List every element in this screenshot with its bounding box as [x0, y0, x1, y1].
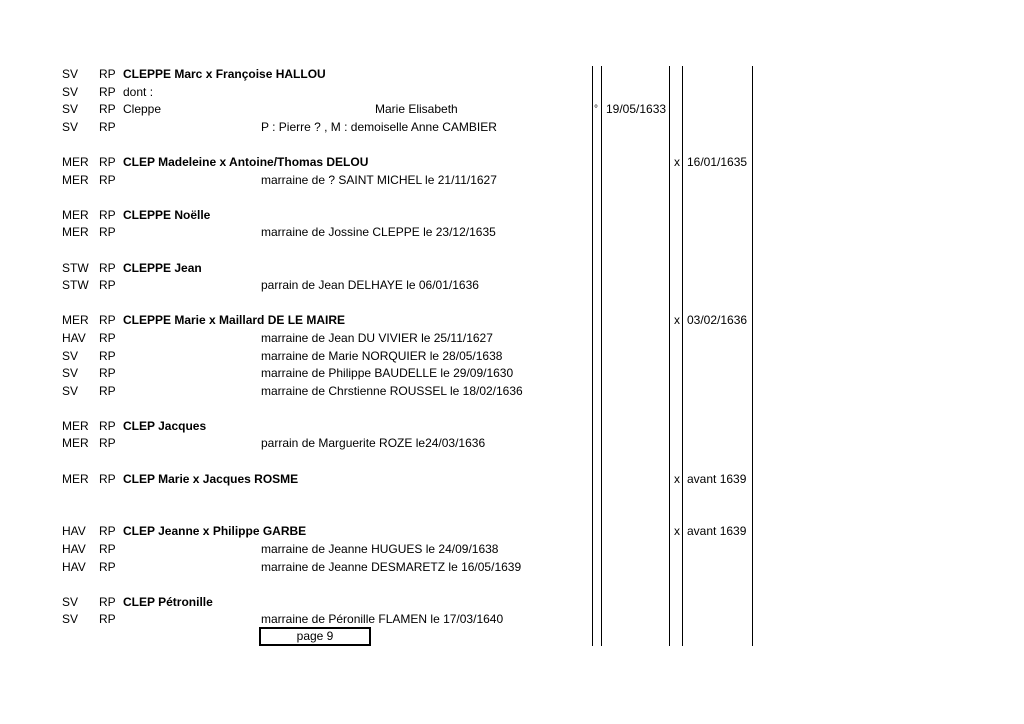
place-code: SV — [62, 612, 79, 627]
place-code: HAV — [62, 559, 86, 574]
record-detail: P : Pierre ? , M : demoiselle Anne CAMBIER — [261, 119, 497, 134]
place-code: MER — [62, 172, 89, 187]
record-type: RP — [99, 383, 116, 398]
marriage-date: avant 1639 — [687, 471, 747, 486]
record-type: RP — [99, 612, 116, 627]
record-type: RP — [99, 84, 116, 99]
person-name: CLEPPE Jean — [123, 260, 202, 275]
record-type: RP — [99, 313, 116, 328]
record-type: RP — [99, 418, 116, 433]
record-row — [0, 84, 1024, 102]
record-type: RP — [99, 172, 116, 187]
marriage-date: 03/02/1636 — [687, 313, 748, 328]
record-detail: marraine de Philippe BAUDELLE le 29/09/1630 — [261, 366, 514, 381]
person-name: dont : — [123, 84, 154, 99]
place-code: SV — [62, 119, 79, 134]
place-code: MER — [62, 154, 89, 169]
person-name: CLEP Jacques — [123, 418, 207, 433]
marriage-date: 16/01/1635 — [687, 154, 748, 169]
record-row — [0, 348, 1024, 366]
page-number-box — [259, 627, 371, 646]
record-type: RP — [99, 348, 116, 363]
record-type: RP — [99, 207, 116, 222]
record-detail: marraine de Chrstienne ROUSSEL le 18/02/1636 — [261, 383, 523, 398]
place-code: MER — [62, 471, 89, 486]
record-detail: marraine de Jossine CLEPPE le 23/12/1635 — [261, 225, 496, 240]
record-detail: marraine de Marie NORQUIER le 28/05/1638 — [261, 348, 503, 363]
place-code: SV — [62, 67, 79, 81]
record-row — [0, 260, 1024, 278]
person-name: CLEP Marie x Jacques ROSME — [123, 471, 299, 486]
record-row — [0, 172, 1024, 190]
record-row — [0, 435, 1024, 453]
record-detail: parrain de Jean DELHAYE le 06/01/1636 — [261, 278, 479, 293]
page-number: page 9 — [296, 629, 334, 643]
record-type: RP — [99, 542, 116, 557]
person-name: CLEPPE Noëlle — [123, 207, 211, 222]
blank-row — [0, 488, 1024, 506]
record-row — [0, 154, 1024, 172]
record-type: RP — [99, 260, 116, 275]
record-row — [0, 471, 1024, 489]
record-type: RP — [99, 594, 116, 609]
record-type: RP — [99, 366, 116, 381]
place-code: STW — [62, 278, 89, 293]
blank-row — [0, 136, 1024, 154]
blank-row — [0, 400, 1024, 418]
place-code: SV — [62, 102, 79, 117]
place-code: STW — [62, 260, 89, 275]
record-row — [0, 66, 1024, 84]
place-code: SV — [62, 348, 79, 363]
place-code: SV — [62, 594, 79, 609]
marriage-date: avant 1639 — [687, 524, 747, 539]
marriage-symbol: x — [674, 471, 680, 486]
record-row — [0, 418, 1024, 436]
place-code: HAV — [62, 542, 86, 557]
record-row — [0, 330, 1024, 348]
birth-symbol: ° — [594, 104, 598, 116]
blank-row — [0, 295, 1024, 313]
birth-date: 19/05/1633 — [606, 102, 667, 117]
record-type: RP — [99, 524, 116, 539]
record-row — [0, 541, 1024, 559]
blank-row — [0, 242, 1024, 260]
place-code: HAV — [62, 330, 86, 345]
person-name: CLEP Madeleine x Antoine/Thomas DELOU — [123, 154, 369, 169]
record-type: RP — [99, 119, 116, 134]
marriage-symbol: x — [674, 524, 680, 539]
record-row — [0, 523, 1024, 541]
place-code: MER — [62, 207, 89, 222]
place-code: MER — [62, 418, 89, 433]
person-name: Cleppe — [123, 102, 162, 117]
record-row — [0, 365, 1024, 383]
record-row — [0, 207, 1024, 225]
record-type: RP — [99, 154, 116, 169]
record-row — [0, 383, 1024, 401]
given-names: Marie Elisabeth — [375, 102, 458, 117]
record-type: RP — [99, 67, 116, 81]
record-type: RP — [99, 436, 116, 451]
record-row — [0, 224, 1024, 242]
marriage-symbol: x — [674, 154, 680, 169]
record-type: RP — [99, 330, 116, 345]
person-name: CLEPPE Marie x Maillard DE LE MAIRE — [123, 313, 346, 328]
record-type: RP — [99, 278, 116, 293]
record-detail: parrain de Marguerite ROZE le24/03/1636 — [261, 436, 486, 451]
record-detail: marraine de Péronille FLAMEN le 17/03/1640 — [261, 612, 504, 627]
record-type: RP — [99, 225, 116, 240]
person-name: CLEPPE Marc x Françoise HALLOU — [123, 67, 326, 81]
place-code: MER — [62, 225, 89, 240]
record-row — [0, 101, 1024, 119]
place-code: HAV — [62, 524, 86, 539]
blank-row — [0, 189, 1024, 207]
place-code: MER — [62, 436, 89, 451]
record-type: RP — [99, 471, 116, 486]
marriage-symbol: x — [674, 313, 680, 328]
record-type: RP — [99, 559, 116, 574]
record-type: RP — [99, 102, 116, 117]
record-row — [0, 312, 1024, 330]
record-row — [0, 119, 1024, 137]
place-code: MER — [62, 313, 89, 328]
blank-row — [0, 576, 1024, 594]
place-code: SV — [62, 383, 79, 398]
record-detail: marraine de Jeanne DESMARETZ le 16/05/1639 — [261, 559, 522, 574]
record-row — [0, 559, 1024, 577]
record-row — [0, 611, 1024, 629]
blank-row — [0, 506, 1024, 524]
record-row — [0, 277, 1024, 295]
blank-row — [0, 453, 1024, 471]
place-code: SV — [62, 84, 79, 99]
person-name: CLEP Jeanne x Philippe GARBE — [123, 524, 307, 539]
records-table — [0, 66, 1024, 629]
record-detail: marraine de Jeanne HUGUES le 24/09/1638 — [261, 542, 499, 557]
record-row — [0, 594, 1024, 612]
record-detail: marraine de ? SAINT MICHEL le 21/11/1627 — [261, 172, 497, 187]
place-code: SV — [62, 366, 79, 381]
record-detail: marraine de Jean DU VIVIER le 25/11/1627 — [261, 330, 493, 345]
person-name: CLEP Pétronille — [123, 594, 213, 609]
